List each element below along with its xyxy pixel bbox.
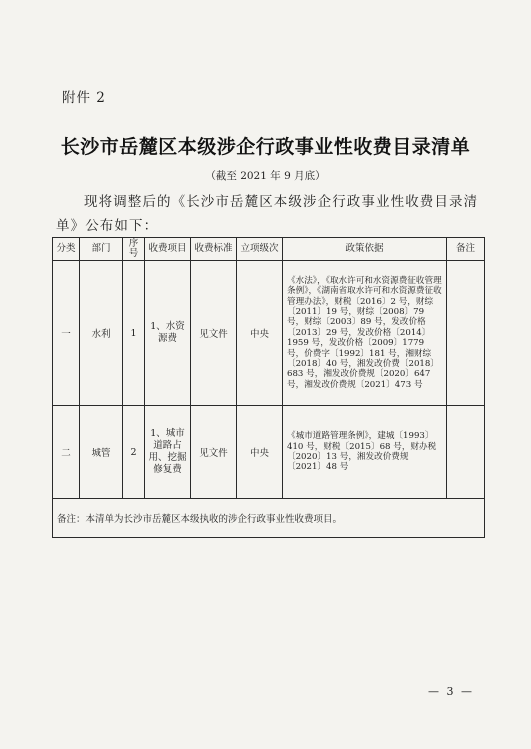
- cell-remark: [447, 406, 485, 499]
- cell-basis: 《水法》，《取水许可和水资源费征收管理条例》，《湖南省取水许可和水资源费征收管理办法》，财税〔2016〕2 号，财综〔2011〕19 号，财综〔2008〕79 号，财综〔2003〕89 号，发改价格〔2013〕29 号，发改价格〔2014〕1959 号，发改价格〔2009〕1779 号，价费字〔1992〕181 号，湘财综〔2018〕40 号，湘发改价费〔2018〕683 号，湘发改价费规〔2020〕647 号，湘发改价费规〔2021〕473 号: [283, 261, 447, 406]
- header-basis: 政策依据: [283, 238, 447, 261]
- cell-basis: 《城市道路管理条例》，建城〔1993〕410 号，财税〔2015〕68 号，财办税〔2020〕13 号，湘发改价费规〔2021〕48 号: [283, 406, 447, 499]
- cell-item: 1、城市道路占用、挖掘修复费: [145, 406, 191, 499]
- fee-catalog-table: [52, 237, 485, 538]
- attachment-label: 附件 2: [62, 90, 106, 106]
- cell-standard: 见文件: [191, 261, 237, 406]
- cell-item: 1、水资源费: [145, 261, 191, 406]
- table-footnote: 备注：本清单为长沙市岳麓区本级执收的涉企行政事业性收费项目。: [53, 499, 485, 538]
- header-remark: 备注: [447, 238, 485, 261]
- cell-department: 城管: [80, 406, 123, 499]
- table-row: [53, 261, 485, 406]
- cell-standard: 见文件: [191, 406, 237, 499]
- cell-level: 中央: [237, 261, 283, 406]
- cell-category: 二: [53, 406, 80, 499]
- cell-department: 水利: [80, 261, 123, 406]
- cell-level: 中央: [237, 406, 283, 499]
- table-header-row: [53, 238, 485, 261]
- date-note: （截至 2021 年 9 月底）: [205, 170, 326, 182]
- cell-index: 2: [123, 406, 145, 499]
- header-level: 立项级次: [237, 238, 283, 261]
- header-standard: 收费标准: [191, 238, 237, 261]
- header-department: 部门: [80, 238, 123, 261]
- cell-index: 1: [123, 261, 145, 406]
- table-row: [53, 406, 485, 499]
- page-number: — 3 —: [428, 685, 474, 698]
- intro-paragraph: 现将调整后的《长沙市岳麓区本级涉企行政事业性收费目录清单》公布如下：: [56, 194, 479, 234]
- header-index: 序号: [123, 238, 145, 261]
- header-item: 收费项目: [145, 238, 191, 261]
- document-title: 长沙市岳麓区本级涉企行政事业性收费目录清单: [60, 136, 471, 158]
- header-category: 分类: [53, 238, 80, 261]
- cell-category: 一: [53, 261, 80, 406]
- cell-remark: [447, 261, 485, 406]
- table-footnote-row: [53, 499, 485, 538]
